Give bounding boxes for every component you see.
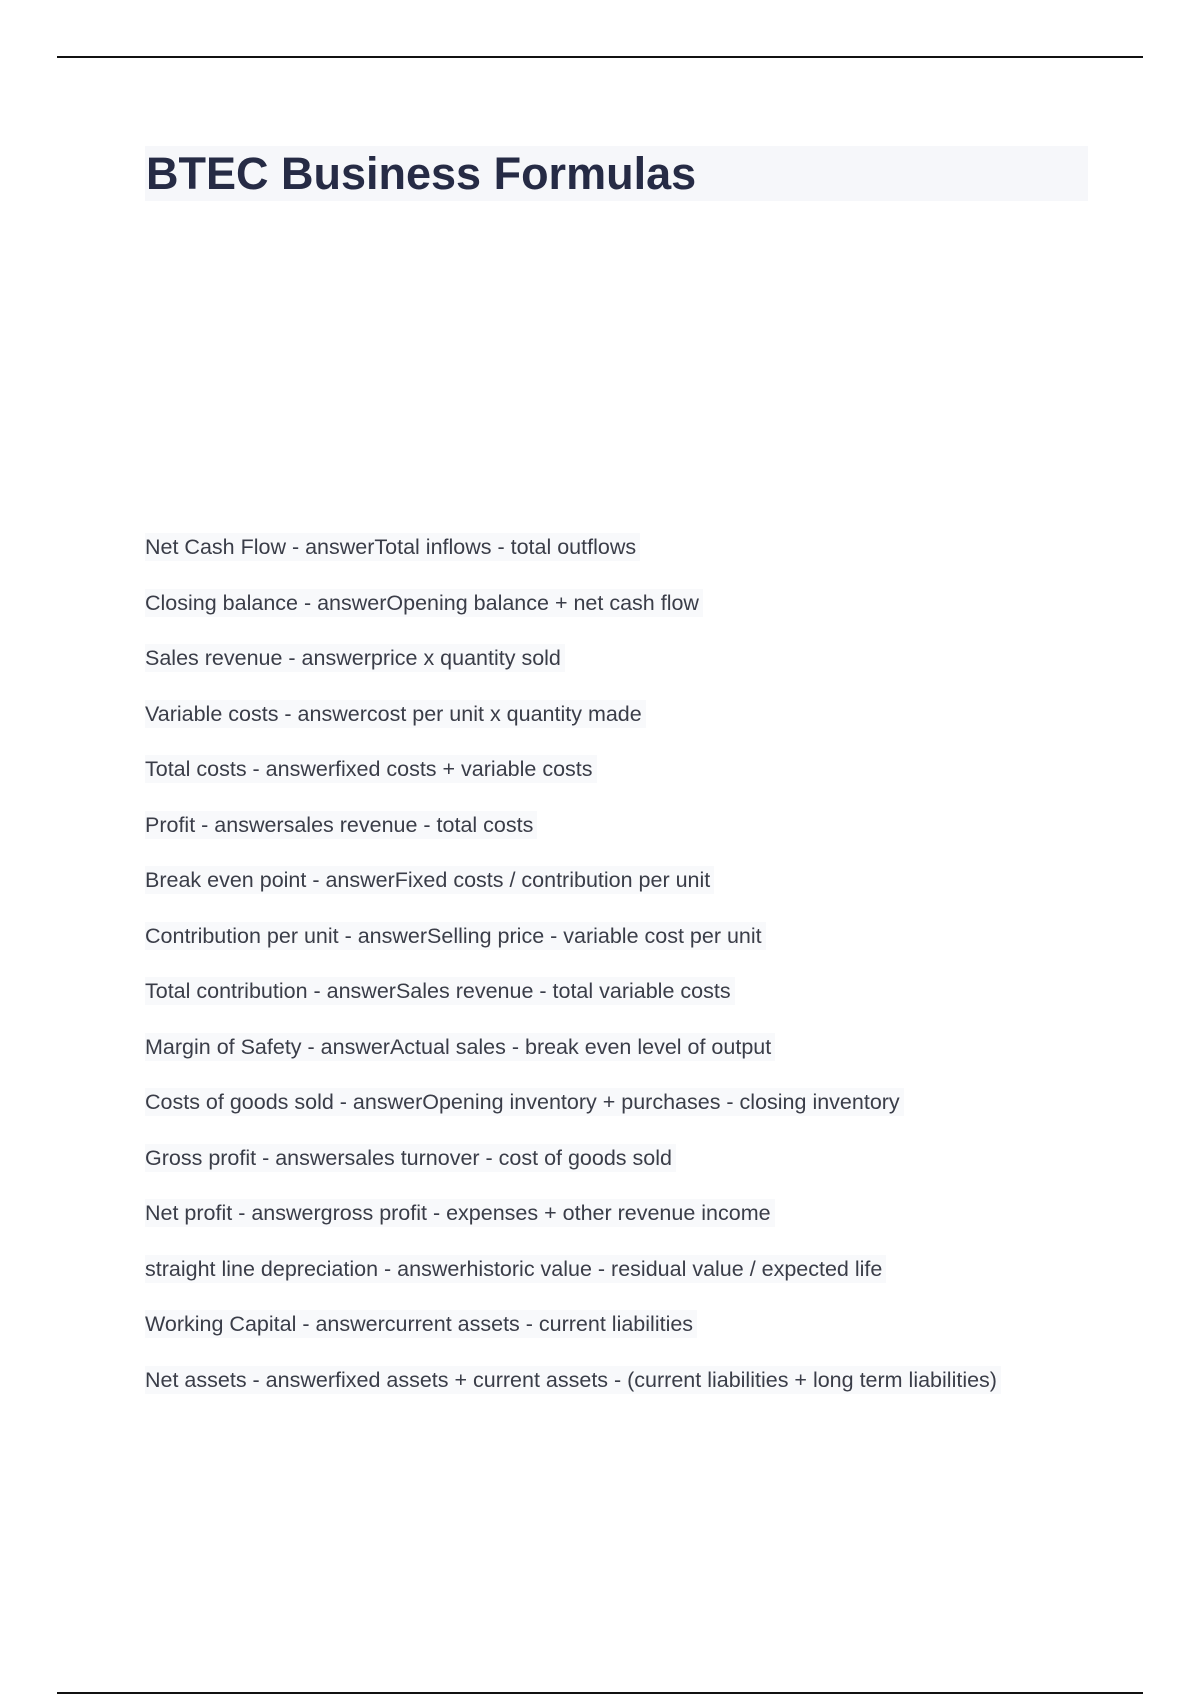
page-title: BTEC Business Formulas [146,148,697,199]
list-item: Total contribution - answerSales revenue - total variable costs [145,977,735,1005]
list-item: Sales revenue - answerprice x quantity sold [145,644,565,672]
top-rule [57,56,1143,58]
list-item: Closing balance - answerOpening balance + net cash flow [145,589,703,617]
list-item: straight line depreciation - answerhistoric value - residual value / expected life [145,1255,886,1283]
list-item: Net Cash Flow - answerTotal inflows - total outflows [145,533,640,561]
list-item: Gross profit - answersales turnover - cost of goods sold [145,1144,676,1172]
list-item: Margin of Safety - answerActual sales - break even level of output [145,1033,775,1061]
list-item: Net assets - answerfixed assets + current assets - (current liabilities + long term liabilities) [145,1366,1001,1394]
bottom-rule [57,1692,1143,1694]
list-item: Costs of goods sold - answerOpening inventory + purchases - closing inventory [145,1088,904,1116]
list-item: Variable costs - answercost per unit x quantity made [145,700,646,728]
list-item: Net profit - answergross profit - expenses + other revenue income [145,1199,775,1227]
list-item: Break even point - answerFixed costs / contribution per unit [145,866,714,894]
list-item: Profit - answersales revenue - total costs [145,811,537,839]
formula-list [145,533,1025,1421]
list-item: Total costs - answerfixed costs + variable costs [145,755,597,783]
list-item: Working Capital - answercurrent assets - current liabilities [145,1310,697,1338]
list-item: Contribution per unit - answerSelling price - variable cost per unit [145,922,766,950]
